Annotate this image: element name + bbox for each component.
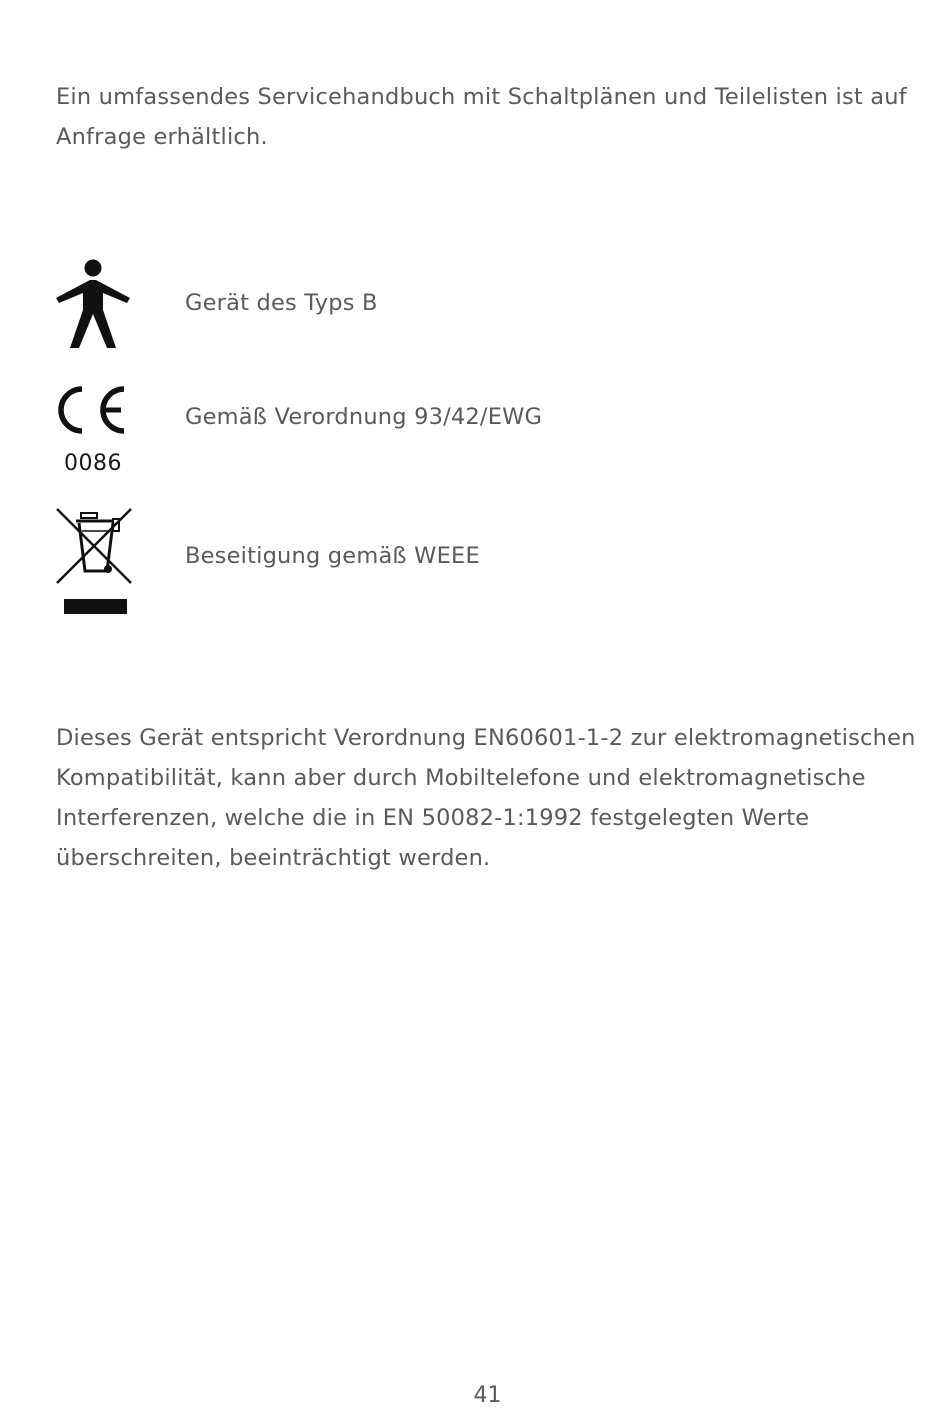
page-number: 41 (473, 1383, 502, 1408)
service-manual-note: Ein umfassendes Servicehandbuch mit Schaltplänen und Teilelisten ist auf Anfrage erhältlich. (56, 84, 907, 150)
ce-mark-icon (55, 384, 129, 436)
emc-compliance-note: Dieses Gerät entspricht Verordnung EN60601-1-2 zur elektromagnetischen Kompatibilität, kann aber durch Mobiltelefone und elektromagnetische Interferenzen, welche die in EN 50082-1:1992 festgelegten Werte überschreiten, beeinträchtigt werden. (56, 725, 916, 871)
symbol-label-weee: Beseitigung gemäß WEEE (185, 543, 480, 569)
type-b-applied-part-icon (54, 258, 132, 350)
weee-crossed-bin-icon (54, 505, 134, 617)
symbol-label-ce: Gemäß Verordnung 93/42/EWG (185, 404, 543, 430)
symbol-label-type-b: Gerät des Typs B (185, 290, 378, 316)
notified-body-number: 0086 (64, 451, 122, 476)
